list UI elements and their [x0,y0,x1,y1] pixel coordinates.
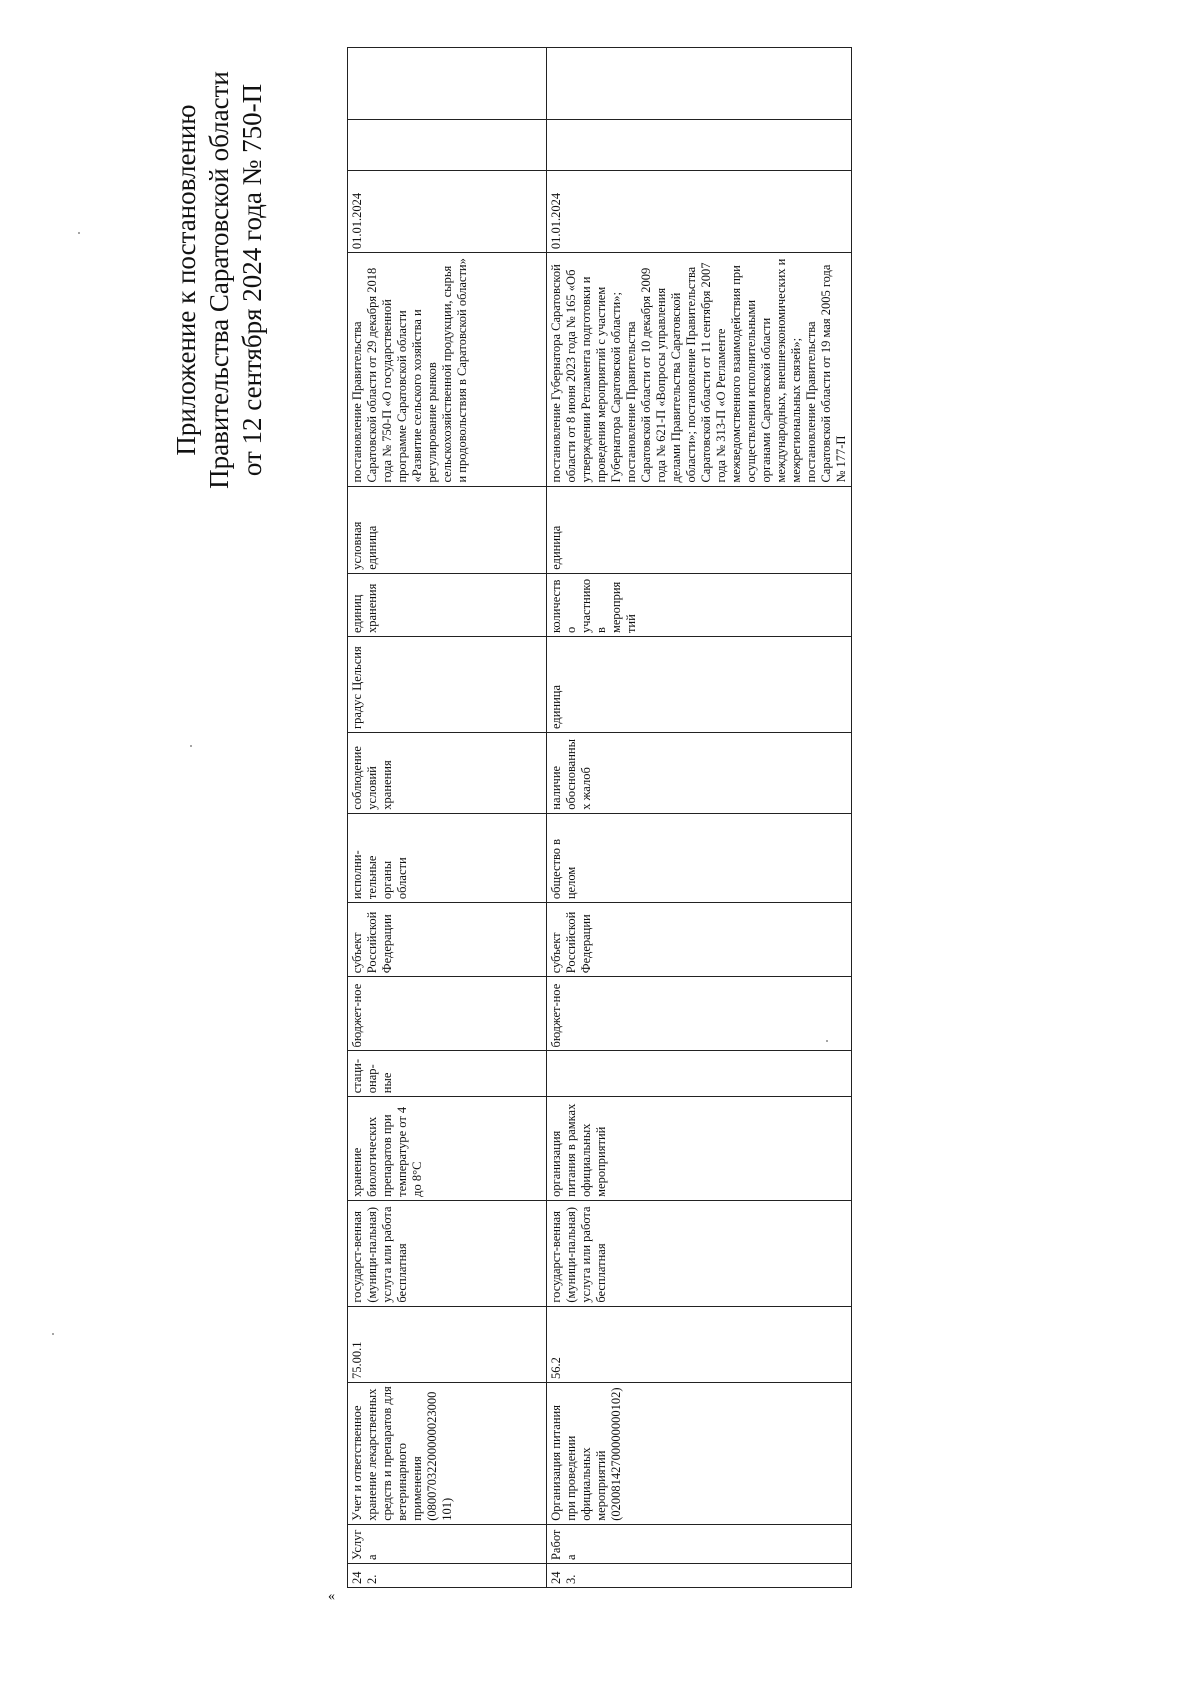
opening-quote-mark: « [328,1589,335,1604]
cell-consumers: общество в целом [547,813,852,902]
header-line-1: Приложение к постановлению [171,104,201,456]
cell-content: хранение биологических препаратов при температуре от 4 до 8°С [348,1097,547,1201]
table-row-242 [348,48,547,1588]
cell-empty-2 [348,48,547,120]
cell-unit2: условная единица [348,486,547,573]
scan-speck [190,745,192,747]
services-table [347,47,852,1588]
scan-speck [78,232,80,234]
cell-empty-1 [547,120,852,171]
cell-content: организация питания в рамках официальных мероприятий [547,1097,852,1201]
scan-speck [52,1333,54,1335]
cell-date: 01.01.2024 [348,171,547,253]
cell-owner: субъект Российской Федерации [547,903,852,977]
cell-type: Работа [547,1524,852,1563]
cell-unit2: единица [547,486,852,573]
cell-volume: количество участников мероприятий [547,573,852,636]
cell-name: Учет и ответственное хранение лекарственных средств и препаратов для ветеринарного применения (08007032200000023000101) [348,1382,547,1524]
cell-code: 75.00.1 [348,1306,547,1382]
cell-funding: бюджет-ное [348,977,547,1051]
cell-consumers: исполни-тельные органы области [348,813,547,902]
header-line-2: Правительства Саратовской области [204,71,234,489]
cell-type: Услуга [348,1524,547,1563]
cell-legal: постановление Губернатора Саратовской области от 8 июня 2023 года № 165 «Об утверждении Регламента подготовки и проведения мероприятий с участием Губернатора Саратовской области»; постановление Правительства Саратовской области от 10 декабря 2009 года № 621-П «Вопросы управления делами Правительства Саратовской области»; постановление Правительства Саратовской области от 11 сентября 2007 года № 313-П «О Регламенте межведомственного взаимодействия при осуществлении исполнительными органами Саратовской области международных, внешнеэкономических и межрегиональных связей»; постановление Правительства Саратовской области от 19 мая 2005 года № 177-П [547,253,852,486]
cell-unit1: единица [547,637,852,733]
cell-empty-2 [547,48,852,120]
scan-speck [826,1040,828,1042]
cell-date: 01.01.2024 [547,171,852,253]
cell-condition: стаци-онар-ные [348,1051,547,1097]
cell-volume: единиц хранения [348,573,547,636]
cell-name: Организация питания при проведении официальных мероприятий (02008142700000000102) [547,1382,852,1524]
cell-condition [547,1051,852,1097]
cell-num: 243. [547,1564,852,1588]
services-table-container [347,47,852,1588]
cell-kind: государст-венная (муници-пальная) услуга или работа бесплатная [348,1200,547,1306]
cell-legal: постановление Правительства Саратовской области от 29 декабря 2018 года № 750-П «О государственной программе Саратовской области «Развитие сельского хозяйства и регулирование рынков сельскохозяйственной продукции, сырья и продовольствия в Саратовской области» [348,253,547,486]
cell-owner: субъект Российской Федерации [348,903,547,977]
cell-empty-1 [348,120,547,171]
cell-indicator: соблюдение условий хранения [348,733,547,814]
document-header [170,0,269,560]
cell-unit1: градус Цельсия [348,637,547,733]
table-row-243 [547,48,852,1588]
cell-num: 242. [348,1564,547,1588]
cell-code: 56.2 [547,1306,852,1382]
header-line-3: от 12 сентября 2024 года № 750-П [237,83,267,477]
cell-funding: бюджет-ное [547,977,852,1051]
cell-indicator: наличие обоснованных жалоб [547,733,852,814]
cell-kind: государст-венная (муници-пальная) услуга или работа бесплатная [547,1200,852,1306]
